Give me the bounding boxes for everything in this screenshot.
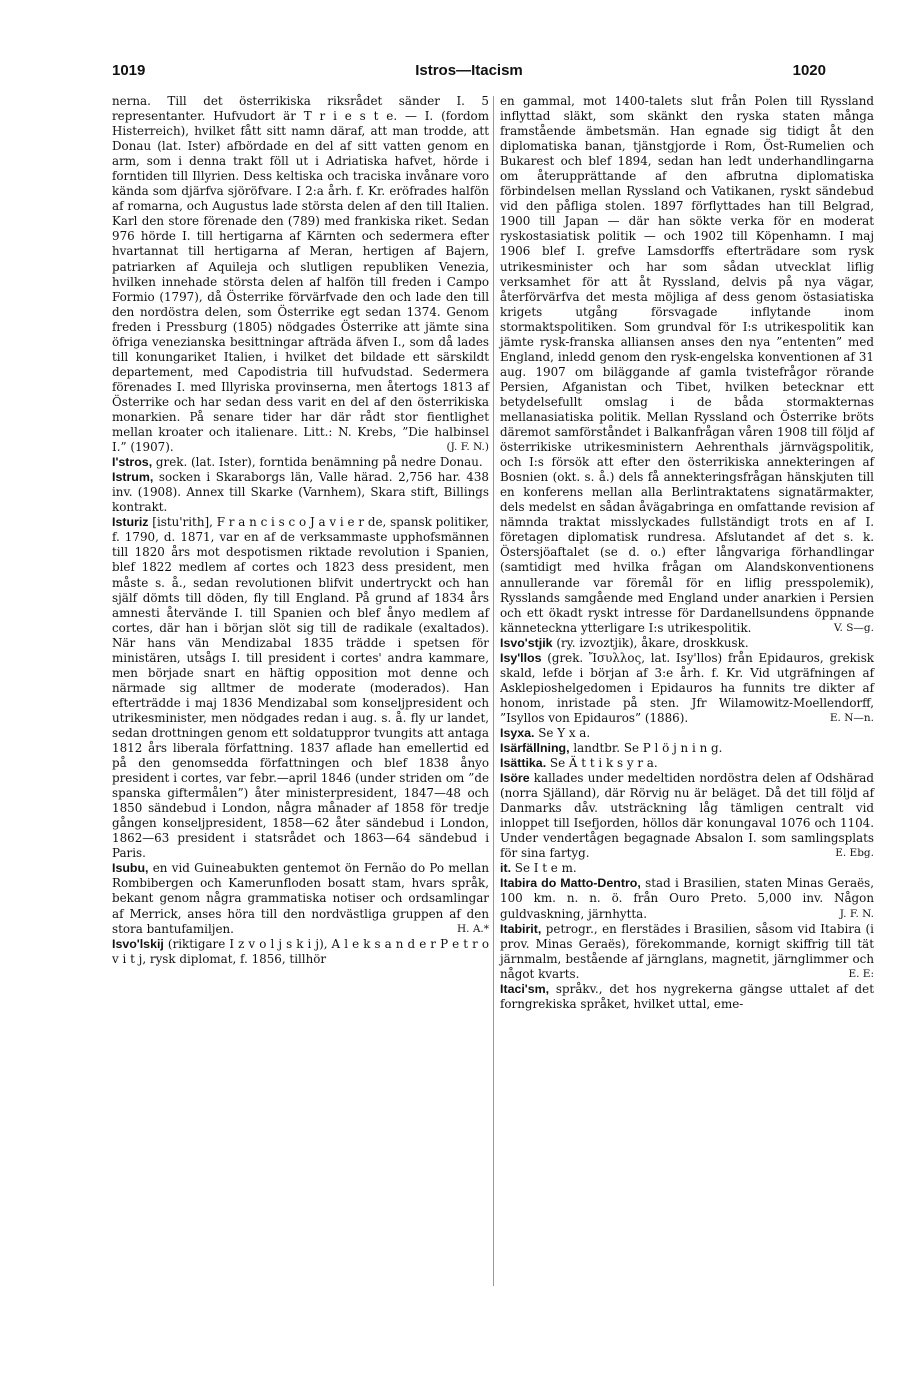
left-column: [112, 94, 489, 967]
author-signature: V. S—g.: [833, 621, 874, 634]
entry-text: stad i Brasilien, staten Minas Geraës, 100 km. n. n. ö. från Ouro Preto. 5,000 inv. Någon guldvaskning, järnhytta.: [500, 876, 875, 921]
author-signature: E. N—n.: [829, 711, 874, 724]
dictionary-entry: [500, 636, 874, 651]
author-signature: J. F. N.: [839, 907, 874, 920]
entry-headword: Itabira do Matto-Dentro,: [500, 876, 641, 891]
entry-text: nerna. Till det österrikiska riksrådet sänder I. 5 representanter. Hufvudort är T r i e s t e. — I. (fordom Histerreich), hvilket fått sitt namn däraf, att man trodde, att Donau (lat. Ister) afbördade en del af sitt vatten genom en arm, som i denna trakt föll ut i Adriatiska hafvet, hörde i forntiden till Illyrien. Dess keltiska och traciska invånare voro kända som djärfva sjöröfvare. I 2:a årh. f. Kr. eröfrades halfön af romarna, och Augustus lade största delen af den till Italien. Karl den store förenade den (789) med frankiska riket. Sedan 976 hörde I. till hertigarna af Kärnten och sedermera efter hvartannat till hertigarna af Meran, hertigen af Bajern, patriarken af Aquileja och slutligen republiken Venezia, hvilken innehade största delen af halfön till freden i Campo Formio (1797), då Österrike förvärfvade den och lade den till den nordöstra delen, som Österrike egt sedan 1374. Genom freden i Pressburg (1805) nödgades Österrike att jämte sina öfriga venezianska besittningar afträda äfven I., som då lades till konungariket Italien, i hvilket det bildade ett särskildt departement, med Capodistria till hufvudstad. Sedermera förenades I. med Illyriska provinserna, men återtogs 1813 af Österrike och har sedan dess varit en del af den österrikiska monarkien. På senare tider har där rådt stor fientlighet mellan kroater och italienare. Litt.: N. Krebs, ”Die halbinsel I.” (1907).: [112, 94, 489, 455]
entry-headword: Istrum,: [112, 470, 154, 485]
entry-text: (riktigare I z v o l j s k i j), A l e k s a n d e r P e t r o v i t j, rysk diplomat, f. 1856, tillhör: [112, 936, 489, 966]
running-title: Istros—Itacism: [415, 62, 523, 79]
entry-headword: Isvo'stjik: [500, 635, 553, 650]
dictionary-entry: [500, 756, 874, 771]
entry-headword: it.: [500, 861, 512, 876]
entry-headword: Isyxa.: [500, 725, 535, 740]
entry-text: Se Ä t t i k s y r a.: [546, 756, 658, 771]
dictionary-entry: [500, 861, 874, 876]
entry-headword: I'stros,: [112, 455, 153, 470]
entry-text: grek. (lat. Ister), forntida benämning på nedre Donau.: [152, 455, 483, 470]
dictionary-entry: [112, 470, 489, 515]
author-signature: H. A.*: [456, 922, 489, 935]
right-column: [500, 94, 874, 1012]
dictionary-entry: [500, 771, 874, 861]
dictionary-entry: [112, 937, 489, 967]
entry-text: en gammal, mot 1400-talets slut från Polen till Ryssland inflyttad släkt, som skänkt den ryska staten många framstående ämbetsmän. Han egnade sig tidigt åt den diplomatiska banan, tjänstgjorde i Rom, Öst-Rumelien och Bukarest och blef 1894, sedan han ledt underhandlingarna om återupprättande af den afbrutna diplomatiska förbindelsen mellan Ryssland och Vatikanen, ryskt sändebud vid den påfliga stolen. 1897 förflyttades han till Belgrad, 1900 till Japan — där han sökte verka för en moderat ryskostasiatisk politik — och 1902 till Köpenhamn. I maj 1906 blef I. grefve Lamsdorffs efterträdare som rysk utrikesminister och har som sådan utvecklat liflig verksamhet för att åt Ryssland, delvis på nya vägar, återförvärfva det mesta möjliga af dess genom östasiatiska krigets utgång försvagade inflytande inom stormaktspolitiken. Som grundval för I:s utrikespolitik kan jämte rysk-franska alliansen anses den nya ”ententen” med England, inledd genom den rysk-engelska konventionen af 31 aug. 1907 om biläggande af gamla tvistefrågor rörande Persien, Afganistan och Tibet, hvilken betecknar ett betydelsefullt omslag i de båda stormakternas mellanasiatiska politik. Mellan Ryssland och Österrike bröts däremot samförståndet i Balkanfrågan våren 1908 till följd af österrikiske utrikesministern Aehrenthals järnvägspolitik, och I:s försök att efter den österrikiska annekteringen af Bosnien (okt. s. å.) dels få annekteringsfrågan hänskjuten till en konferens mellan alla Berlintraktatens signatärmakter, dels medelst en sådan åvägabringa en omfattande revision af nämnda traktat misslyckades fullständigt trots en af I. företagen diplomatisk rundresa. Afslutandet af det s. k. Östersjöaftalet (se d. o.) efter långvariga förhandlingar (samtidigt med hvilka frågan om Alandskonventionens annullerande var föremål för en liflig presspolemik), Rysslands samgående med England under anarkien i Persien och ett ökadt ryskt intresse för Dardanellsundens öppnande kännetecknа ytterligare I:s utrikespolitik.: [500, 94, 874, 635]
entry-text: petrogr., en flerstädes i Brasilien, såsom vid Itabira (i prov. Minas Geraës), förekommande, kornigt skiffrig till tät järnmalm, bestående af järnglans, magnetit, järnglimmer och något kvarts.: [500, 921, 874, 981]
author-signature: (J. F. N.): [446, 441, 489, 454]
entry-text: Se Y x a.: [534, 725, 591, 740]
author-signature: E. E:: [848, 967, 874, 980]
entry-continuation: [500, 94, 874, 636]
entry-headword: Isy'llos: [500, 650, 542, 665]
entry-text: Se I t e m.: [511, 861, 577, 876]
entry-continuation: [112, 94, 489, 455]
entry-headword: Isubu,: [112, 861, 149, 876]
entry-text: landtbr. Se P l ö j n i n g.: [569, 741, 723, 756]
entry-text: socken i Skaraborgs län, Valle härad. 2,756 har. 438 inv. (1908). Annex till Skarke (Varnhem), Skara stift, Billings kontrakt.: [112, 470, 489, 515]
page-number-right: 1020: [792, 62, 826, 79]
entry-headword: Isärfällning,: [500, 741, 570, 756]
dictionary-entry: [112, 455, 489, 470]
entry-text: [istu'rith], F r a n c i s c o J a v i e r de, spansk politiker, f. 1790, d. 1871, var en af de verksammaste upphofsmännen till 1820 års mot despotismen riktade revolution i Spanien, blef 1822 medlem af cortes och 1823 dess president, men måste s. å., sedan revolutionen blifvit undertryckt och han själf dömts till döden, fly till England. På grund af 1834 års amnesti återvände I. till Spanien och blef ånyo medlem af cortes, där han i början slöt sig till de radikale (exaltados). När hans vän Mendizabal 1835 trädde i spetsen för ministären, utsågs I. till president i cortes' andra kammare, men började snart en häftig opposition mot denne och närmade sig alltmer de moderate (moderados). Han efterträdde i maj 1836 Mendizabal som konseljpresident och utrikesminister, men nödgades redan i aug. s. å. fly ur landet, sedan drottningen genom ett soldatuppror tvungits att antaga 1812 års liberala författning. 1837 aflade han emellertid ed på den genomsedda författningen och blef 1838 ånyo president i cortes, var febr.—april 1846 (under striden om ”de spanska giftermålen”) åter ministerpresident, 1847—48 och 1850 sändebud i London, några månader af 1858 för tredje gången konseljpresident, 1858—62 åter sändebud i London, 1862—63 president i statsrådet och 1863—64 sändebud i Paris.: [112, 515, 489, 861]
entry-headword: Isättika.: [500, 756, 547, 771]
entry-text: språkv., det hos nygrekerna gängse uttalet af det forngrekiska språket, hvilket uttal, eme-: [500, 981, 874, 1011]
dictionary-entry: [500, 651, 874, 726]
entry-text: kallades under medeltiden nordöstra delen af Odshärad (norra Själland), där Rörvig nu är beläget. Då det till följd af Danmarks dåv. utsträckning låg tämligen centralt vid inloppet till Isefjorden, höllos där konungaval 1076 och 1104. Under vendertågen begagnade Absalon I. som samlingsplats för sina fartyg.: [500, 771, 874, 861]
entry-headword: Isöre: [500, 771, 530, 786]
entry-headword: Itaci'sm,: [500, 981, 550, 996]
page-header: [112, 62, 826, 84]
column-divider: [493, 96, 494, 1286]
entry-headword: Itabirit,: [500, 921, 542, 936]
entry-headword: Isvo'lskij: [112, 936, 164, 951]
dictionary-entry: [500, 982, 874, 1012]
dictionary-entry: [500, 922, 874, 982]
dictionary-entry: [500, 726, 874, 741]
dictionary-entry: [112, 861, 489, 936]
page-number-left: 1019: [112, 62, 146, 79]
entry-text: en vid Guineabukten gentemot ön Fernão do Po mellan Rombibergen och Kamerunfloden bosatt stam, hvars språk, bekant genom några grammatiska notiser och ordsamlingar af Merrick, anses höra till den nordvästliga gruppen af den stora bantufamiljen.: [112, 861, 489, 936]
entry-text: (grek. Ἴσυλλος, lat. Isy'llos) från Epidauros, grekisk skald, lefde i början af 3:e årh. f. Kr. Vid utgräfningen af Asklepioshelgedomen i Epidauros ha funnits tre dikter af honom, inristade på sten. Jfr Wilamowitz-Moellendorff, ”Isyllos von Epidauros” (1886).: [500, 650, 874, 725]
dictionary-entry: [112, 515, 489, 861]
author-signature: E. Ebg.: [835, 847, 874, 860]
dictionary-entry: [500, 741, 874, 756]
entry-headword: Isturiz: [112, 515, 149, 530]
dictionary-entry: [500, 876, 874, 921]
entry-text: (ry. izvoztjik), åkare, droskkusk.: [552, 635, 749, 650]
